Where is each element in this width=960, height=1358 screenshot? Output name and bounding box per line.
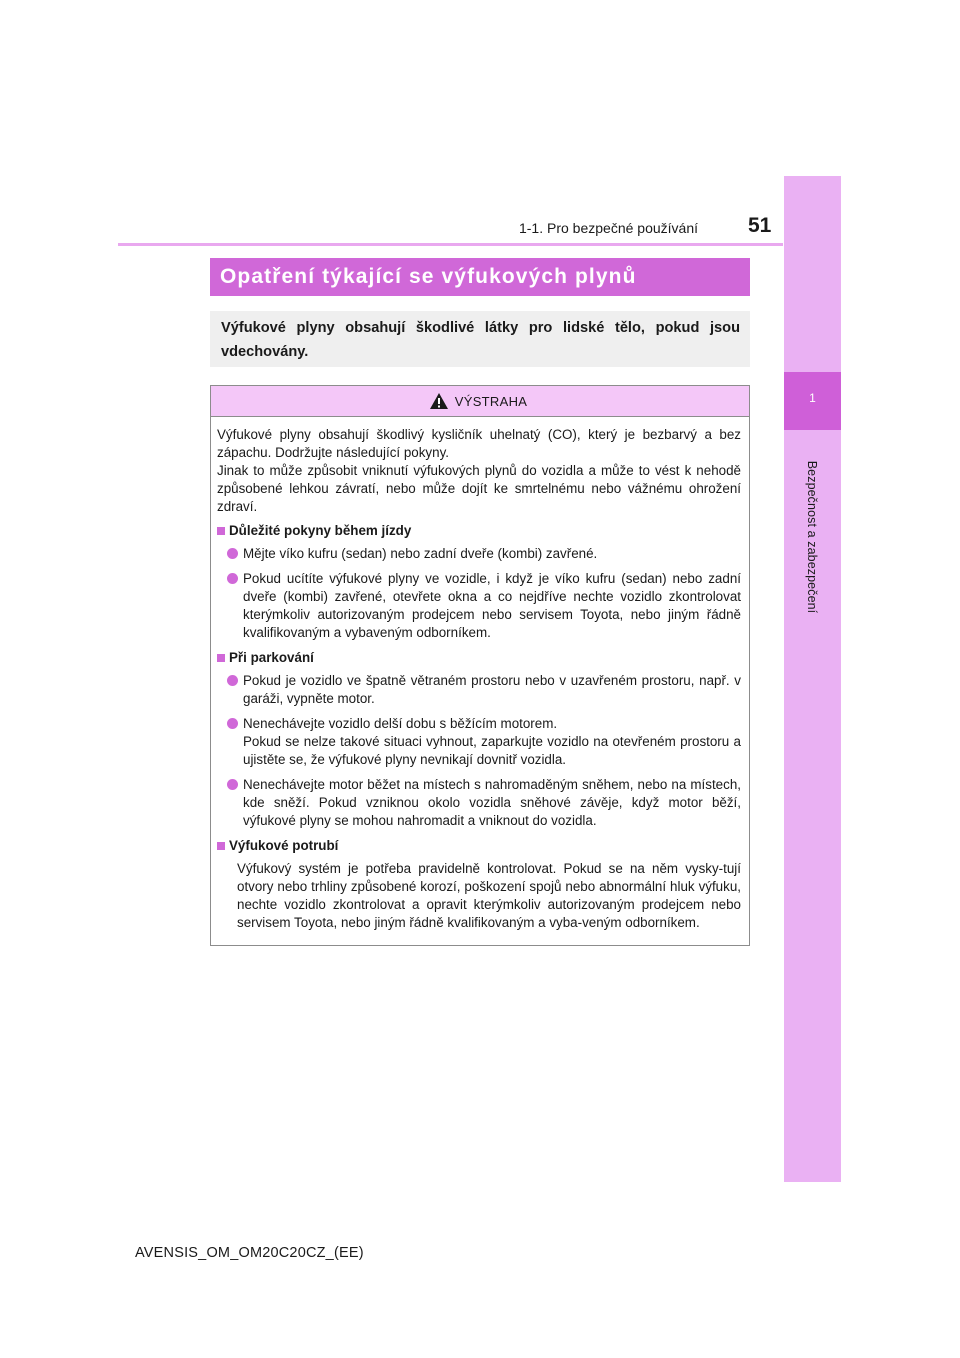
- list-item-extra: Pokud se nelze takové situaci vyhnout, zaparkujte vozidlo na otevřeném prostoru a ujistěte se, že výfukové plyny nevnikají dovnitř vozidla.: [243, 734, 741, 767]
- list-item-text: Nenechávejte motor běžet na místech s nahromaděným sněhem, nebo na místech, kde sněží. Pokud vzniknou okolo vozidla sněhové závěje, když motor běží, výfukové plyny se mohou nahromadit a vniknout do vozidla.: [243, 777, 741, 828]
- warning-label: VÝSTRAHA: [454, 393, 528, 409]
- list-item-text: Pokud je vozidlo ve špatně větraném prostoru nebo v uzavřeném prostoru, např. v garáži, vypněte motor.: [243, 673, 741, 706]
- warning-intro: [217, 426, 741, 516]
- warning-box: [210, 385, 750, 946]
- warning-body: [211, 417, 749, 932]
- warning-intro-line: Výfukové plyny obsahují škodlivý kysličník uhelnatý (CO), který je bezbarvý a bez zápachu. Dodržujte následující pokyny.: [217, 427, 741, 460]
- intro-summary: Výfukové plyny obsahují škodlivé látky pro lidské tělo, pokud jsou vdechovány.: [210, 311, 750, 367]
- round-bullet-icon: [227, 573, 238, 584]
- section-title: Opatření týkající se výfukových plynů: [220, 265, 637, 288]
- square-bullet-icon: [217, 654, 225, 662]
- round-bullet-icon: [227, 779, 238, 790]
- page-number: 51: [748, 214, 772, 237]
- section-exhaust-pipe: [217, 837, 741, 855]
- section-exhaust-title: Výfukové potrubí: [229, 838, 339, 853]
- warning-header: [211, 386, 749, 417]
- section-reference: 1-1. Pro bezpečné používání: [518, 220, 698, 236]
- square-bullet-icon: [217, 527, 225, 535]
- list-item: [217, 776, 741, 830]
- list-item: [217, 672, 741, 708]
- chapter-label: Bezpečnost a zabezpečení: [805, 460, 819, 614]
- header-rule: [118, 243, 783, 246]
- chapter-tab-strip: [784, 176, 841, 1182]
- round-bullet-icon: [227, 548, 238, 559]
- section-exhaust-text: Výfukový systém je potřeba pravidelně kontrolovat. Pokud se na něm vysky-tují otvory nebo trhliny způsobené korozí, poškození spojů nebo abnormální hluk výfuku, nechte vozidlo zkontrolovat a opravit kterýmkoliv autorizovaným prodejcem nebo servisem Toyota, nebo jiným řádně kvalifikovaným a vyba-veným odborníkem.: [237, 861, 741, 930]
- warning-triangle-icon: [429, 392, 449, 410]
- section-driving: [217, 522, 741, 540]
- list-item-text: Pokud ucítíte výfukové plyny ve vozidle, i když je víko kufru (sedan) nebo zadní dveře (kombi) zavřené, otevřete okna a co nejdříve nechte vozidlo zkontrolovat kterýmkoliv autorizovaným prodejcem nebo servisem Toyota, nebo jiným řádně kvalifikovaným a vybaveným odborníkem.: [243, 571, 741, 640]
- list-item-text: Nenechávejte vozidlo delší dobu s běžícím motorem.: [243, 716, 558, 731]
- section-driving-title: Důležité pokyny během jízdy: [229, 523, 412, 538]
- section-parking: [217, 649, 741, 667]
- list-item: [217, 570, 741, 642]
- warning-intro-line: Jinak to může způsobit vniknutí výfukových plynů do vozidla a může to vést k nehodě způsobené lehkou závratí, nebo může dojít ke smrtelnému nebo vážnému ohrožení zdraví.: [217, 463, 741, 514]
- document-code: AVENSIS_OM_OM20C20CZ_(EE): [135, 1245, 364, 1261]
- list-item: [217, 545, 741, 563]
- round-bullet-icon: [227, 718, 238, 729]
- section-heading: [210, 258, 750, 296]
- round-bullet-icon: [227, 675, 238, 686]
- square-bullet-icon: [217, 842, 225, 850]
- chapter-number: 1: [809, 391, 816, 405]
- section-parking-title: Při parkování: [229, 650, 314, 665]
- list-item-text: Mějte víko kufru (sedan) nebo zadní dveře (kombi) zavřené.: [243, 546, 598, 561]
- list-item: [217, 715, 741, 769]
